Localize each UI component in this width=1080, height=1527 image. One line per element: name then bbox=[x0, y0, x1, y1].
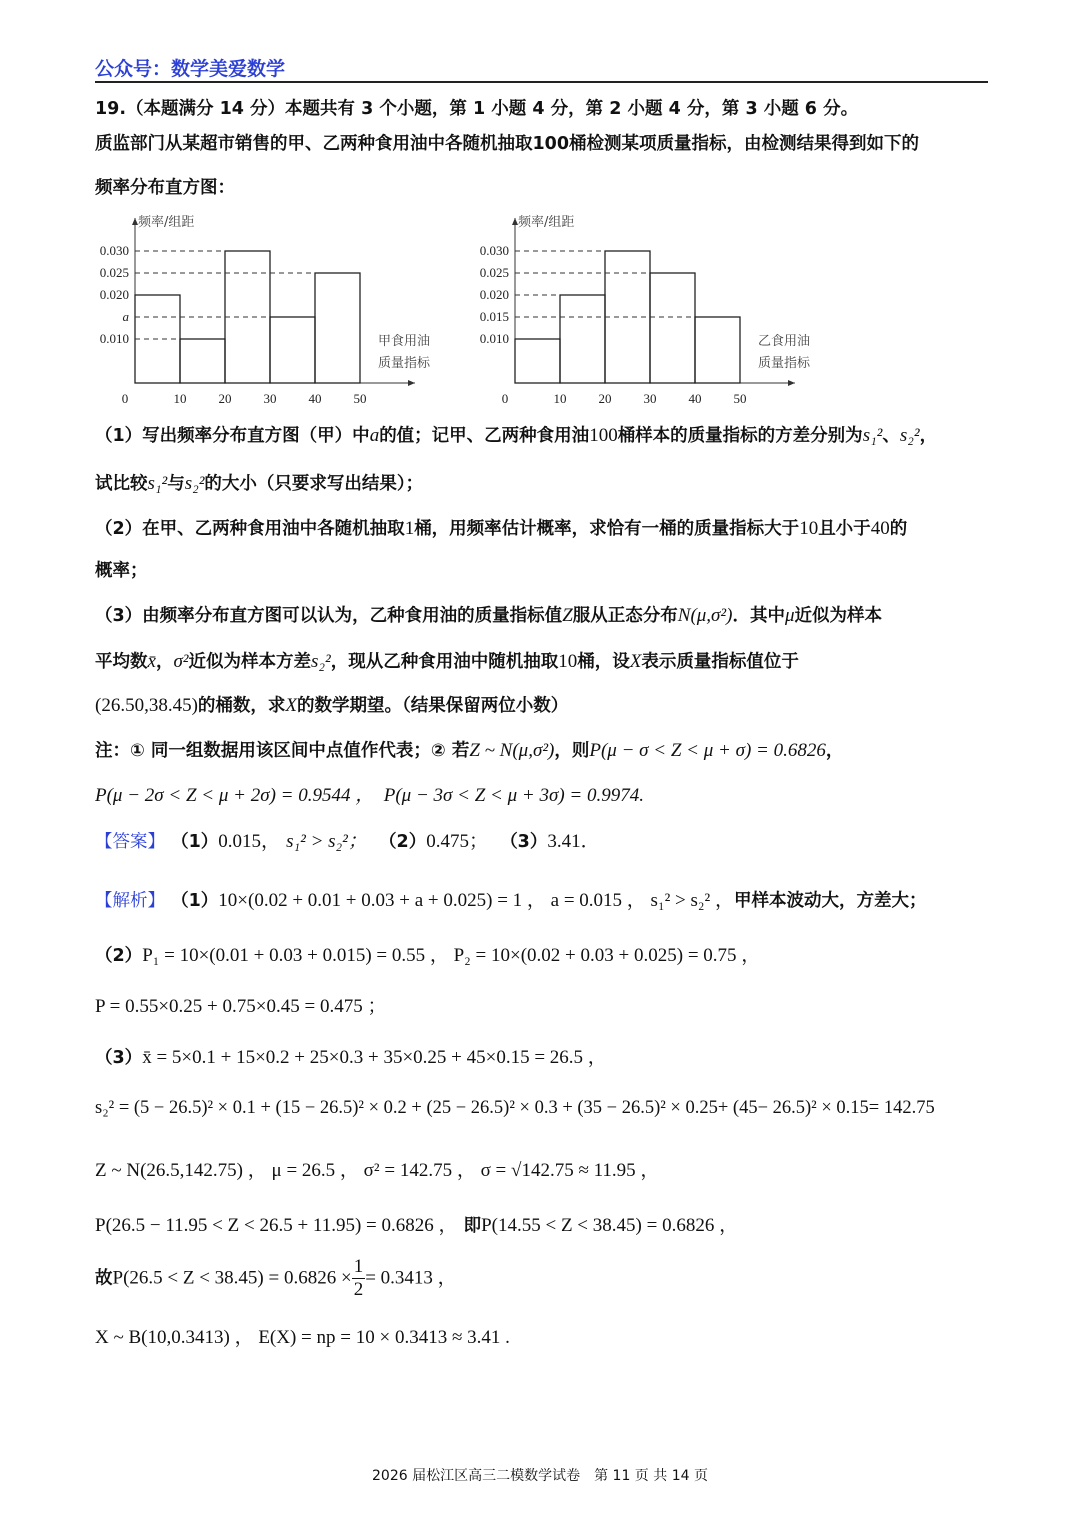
answer-part-3: （3） bbox=[500, 832, 548, 852]
histogram-bar bbox=[315, 273, 360, 383]
math-s1-squared: s₁² bbox=[147, 473, 168, 494]
question-head: 19.（本题满分 14 分）本题共有 3 个小题，第 1 小题 4 分，第 2 小题 4 分，第 3 小题 6 分。 bbox=[95, 99, 859, 119]
part-3-text-f: ， bbox=[155, 652, 174, 672]
solution-line-6: Z ~ N(26.5,142.75) ， μ = 26.5 ， σ² = 142.75 ， σ = √142.75 ≈ 11.95 ， bbox=[95, 1160, 660, 1181]
answer-value-3: 3.41． bbox=[547, 831, 600, 852]
answer-value-1: 0.015， bbox=[218, 831, 281, 852]
solution-line-4 bbox=[95, 1042, 607, 1069]
part-3-text-b: 服从正态分布 bbox=[572, 606, 678, 626]
note-text-c: ， bbox=[825, 741, 844, 761]
x-axis-label-line-2: 质量指标 bbox=[758, 356, 811, 371]
part-1-line-2 bbox=[95, 470, 423, 495]
math-X: X bbox=[629, 651, 642, 672]
part-1-line-1 bbox=[95, 422, 937, 447]
math-interval: (26.50,38.45) bbox=[95, 695, 198, 716]
y-tick-label: 0.015 bbox=[479, 309, 509, 324]
solution-math-1: 10×(0.02 + 0.01 + 0.03 + a + 0.025) = 1 ， a = 0.015 ， s₁² > s₂² ， bbox=[218, 890, 734, 911]
answer-tag: 【答案】 bbox=[95, 832, 165, 852]
x-axis-label-line-1: 乙食用油 bbox=[758, 334, 811, 349]
note-line-1 bbox=[95, 737, 843, 762]
part-1-text-f: 与 bbox=[167, 474, 185, 494]
part-2-text-d: 的 bbox=[889, 519, 908, 539]
x-axis-arrow bbox=[408, 380, 415, 386]
y-tick-label: 0.010 bbox=[479, 331, 509, 346]
part-1-text-c: 桶样本的质量指标的方差分别为 bbox=[617, 426, 863, 446]
y-tick-label: 0.030 bbox=[479, 243, 509, 258]
y-axis-label: 频率/组距 bbox=[518, 215, 575, 230]
math-10: 10 bbox=[799, 518, 819, 539]
histogram-jia bbox=[100, 214, 431, 406]
part-3-line-3 bbox=[95, 692, 568, 717]
solution-part-3: （3） bbox=[95, 1048, 143, 1068]
histogram-yi bbox=[480, 214, 811, 406]
part-3-text-h: ，现从乙种食用油中随机抽取 bbox=[330, 652, 559, 672]
x-axis-label-line-1: 甲食用油 bbox=[378, 334, 431, 349]
x-tick-label: 20 bbox=[218, 391, 232, 406]
part-1-text-d: ， bbox=[919, 426, 938, 446]
part-3-text-j: 表示质量指标值位于 bbox=[641, 652, 799, 672]
y-axis-label: 频率/组距 bbox=[138, 215, 195, 230]
part-3-text-e: 平均数 bbox=[95, 652, 148, 672]
x-tick-label: 40 bbox=[688, 391, 702, 406]
note-math-3: P(μ − 2σ < Z < μ + 2σ) = 0.9544 ， bbox=[95, 785, 375, 806]
note-math-2: P(μ − σ < Z < μ + σ) = 0.6826 bbox=[589, 740, 826, 761]
note-text-a: 注：① 同一组数据用该区间中点值作代表；② 若 bbox=[95, 741, 470, 761]
math-40: 40 bbox=[870, 518, 890, 539]
solution-line-3: P = 0.55×0.25 + 0.75×0.45 = 0.475 ； bbox=[95, 996, 387, 1017]
math-s2-squared: s₂² bbox=[899, 425, 920, 446]
solution-math-7a: P(26.5 − 11.95 < Z < 26.5 + 11.95) = 0.6826 ， bbox=[95, 1215, 458, 1236]
math-s2-squared: s₂² bbox=[311, 651, 331, 672]
question-intro-2: 频率分布直方图： bbox=[95, 178, 235, 198]
histogram-bar bbox=[650, 273, 695, 383]
math-mu: μ bbox=[784, 605, 795, 626]
page-footer: 2026 届松江区高三二模数学试卷 第 11 页 共 14 页 bbox=[372, 1468, 708, 1484]
solution-line-1 bbox=[95, 885, 926, 912]
part-3-text-k: 的桶数，求 bbox=[197, 696, 286, 716]
answer-value-1b: s₁² > s₂²； bbox=[286, 831, 367, 852]
solution-line-5: s₂² = (5 − 26.5)² × 0.1 + (15 − 26.5)² × 0.2 + (25 − 26.5)² × 0.3 + (35 − 26.5)² × 0.25+ (45− 26.5)² × 0.15= 142.75 bbox=[95, 1098, 935, 1118]
note-text-b: ，则 bbox=[554, 741, 590, 761]
y-tick-label: 0.025 bbox=[479, 265, 509, 280]
histogram-figure bbox=[85, 205, 1005, 410]
histogram-bar bbox=[560, 295, 605, 383]
x-tick-label: 20 bbox=[598, 391, 612, 406]
part-2-line-1 bbox=[95, 515, 907, 540]
solution-text-8: 故 bbox=[95, 1268, 113, 1289]
solution-line-9: X ~ B(10,0.3413) ， E(X) = np = 10 × 0.3413 ≈ 3.41 . bbox=[95, 1327, 510, 1348]
y-tick-label: 0.030 bbox=[99, 243, 129, 258]
part-1-text-g: 的大小（只要求写出结果）； bbox=[204, 474, 424, 494]
header-rule bbox=[95, 81, 988, 83]
part-3-text-g: 近似为样本方差 bbox=[188, 652, 312, 672]
solution-tag: 【解析】 bbox=[95, 891, 165, 911]
solution-math-2: P₁ = 10×(0.01 + 0.03 + 0.015) = 0.55 ， P₂ = 10×(0.02 + 0.03 + 0.025) = 0.75 ， bbox=[142, 945, 761, 966]
part-3-text-a: （3）由频率分布直方图可以认为，乙种食用油的质量指标值 bbox=[95, 606, 563, 626]
solution-part-1: （1） bbox=[171, 891, 219, 911]
x-tick-label: 40 bbox=[308, 391, 322, 406]
math-1: 1 bbox=[404, 518, 415, 539]
y-tick-label: 0.020 bbox=[99, 287, 129, 302]
part-2-line-2: 概率； bbox=[95, 561, 148, 581]
y-tick-label: 0.025 bbox=[99, 265, 129, 280]
math-normal: N(μ,σ²) bbox=[677, 605, 733, 626]
question-intro-1: 质监部门从某超市销售的甲、乙两种食用油中各随机抽取100桶检测某项质量指标，由检测结果得到如下的 bbox=[95, 134, 920, 154]
fraction-denominator: 2 bbox=[353, 1279, 364, 1300]
x-tick-label: 0 bbox=[121, 391, 129, 406]
math-X: X bbox=[285, 695, 298, 716]
histogram-bar bbox=[515, 339, 560, 383]
solution-part-2: （2） bbox=[95, 946, 143, 966]
part-3-text-l: 的数学期望。（结果保留两位小数） bbox=[297, 696, 569, 716]
answer-line bbox=[95, 826, 600, 853]
y-tick-label: 0.020 bbox=[479, 287, 509, 302]
histogram-bar bbox=[695, 317, 740, 383]
math-xbar: x̄ bbox=[147, 651, 156, 672]
part-2-text-c: 且小于 bbox=[818, 519, 871, 539]
note-math-1: Z ~ N(μ,σ²) bbox=[469, 740, 555, 761]
x-tick-label: 50 bbox=[353, 391, 367, 406]
solution-math-8b: = 0.3413 ， bbox=[365, 1267, 457, 1289]
solution-math-7b: P(14.55 < Z < 38.45) = 0.6826 ， bbox=[481, 1215, 739, 1236]
part-3-text-c: ．其中 bbox=[732, 606, 785, 626]
histogram-bar bbox=[270, 317, 315, 383]
x-axis-arrow bbox=[788, 380, 795, 386]
y-tick-label: a bbox=[122, 309, 129, 324]
note-line-2 bbox=[95, 780, 644, 807]
x-axis-label-line-2: 质量指标 bbox=[378, 356, 431, 371]
part-3-text-d: 近似为样本 bbox=[794, 606, 882, 626]
solution-line-8 bbox=[95, 1256, 457, 1301]
math-10: 10 bbox=[558, 651, 578, 672]
part-3-text-i: 桶，设 bbox=[577, 652, 630, 672]
x-tick-label: 0 bbox=[501, 391, 509, 406]
part-2-text-a: （2）在甲、乙两种食用油中各随机抽取 bbox=[95, 519, 405, 539]
part-2-text-b: 桶，用频率估计概率，求恰有一桶的质量指标大于 bbox=[414, 519, 800, 539]
math-sigma2: σ² bbox=[173, 651, 189, 672]
math-s1-squared: s₁² bbox=[862, 425, 883, 446]
math-s2-squared: s₂² bbox=[184, 473, 205, 494]
solution-text-1: 甲样本波动大，方差大； bbox=[733, 891, 927, 911]
part-1-text-b: 的值；记甲、乙两种食用油 bbox=[379, 426, 590, 446]
x-tick-label: 50 bbox=[733, 391, 747, 406]
fraction-one-half bbox=[352, 1256, 366, 1301]
note-math-4: P(μ − 3σ < Z < μ + 3σ) = 0.9974. bbox=[383, 785, 644, 806]
histogram-bar bbox=[180, 339, 225, 383]
part-3-line-1 bbox=[95, 602, 882, 627]
x-tick-label: 30 bbox=[263, 391, 277, 406]
y-tick-label: 0.010 bbox=[99, 331, 129, 346]
x-tick-label: 10 bbox=[173, 391, 187, 406]
math-Z: Z bbox=[562, 605, 573, 626]
solution-line-7 bbox=[95, 1210, 738, 1237]
answer-part-2: （2） bbox=[379, 832, 427, 852]
part-3-line-2 bbox=[95, 648, 799, 673]
answer-value-2: 0.475； bbox=[426, 831, 488, 852]
solution-text-7: 即 bbox=[463, 1216, 482, 1236]
header-title: 公众号：数学美爱数学 bbox=[95, 58, 286, 80]
solution-math-4: x̄ = 5×0.1 + 15×0.2 + 25×0.3 + 35×0.25 + 45×0.15 = 26.5 ， bbox=[142, 1047, 607, 1068]
fraction-numerator: 1 bbox=[353, 1256, 364, 1277]
solution-line-2 bbox=[95, 940, 760, 967]
x-tick-label: 30 bbox=[643, 391, 657, 406]
solution-math-8a: P(26.5 < Z < 38.45) = 0.6826 × bbox=[112, 1267, 352, 1289]
part-1-text-e: 试比较 bbox=[95, 474, 148, 494]
separator: 、 bbox=[882, 426, 900, 446]
math-a: a bbox=[369, 425, 380, 446]
answer-part-1: （1） bbox=[171, 832, 219, 852]
x-tick-label: 10 bbox=[553, 391, 567, 406]
math-100: 100 bbox=[589, 425, 618, 446]
part-1-text-a: （1）写出频率分布直方图（甲）中 bbox=[95, 426, 370, 446]
